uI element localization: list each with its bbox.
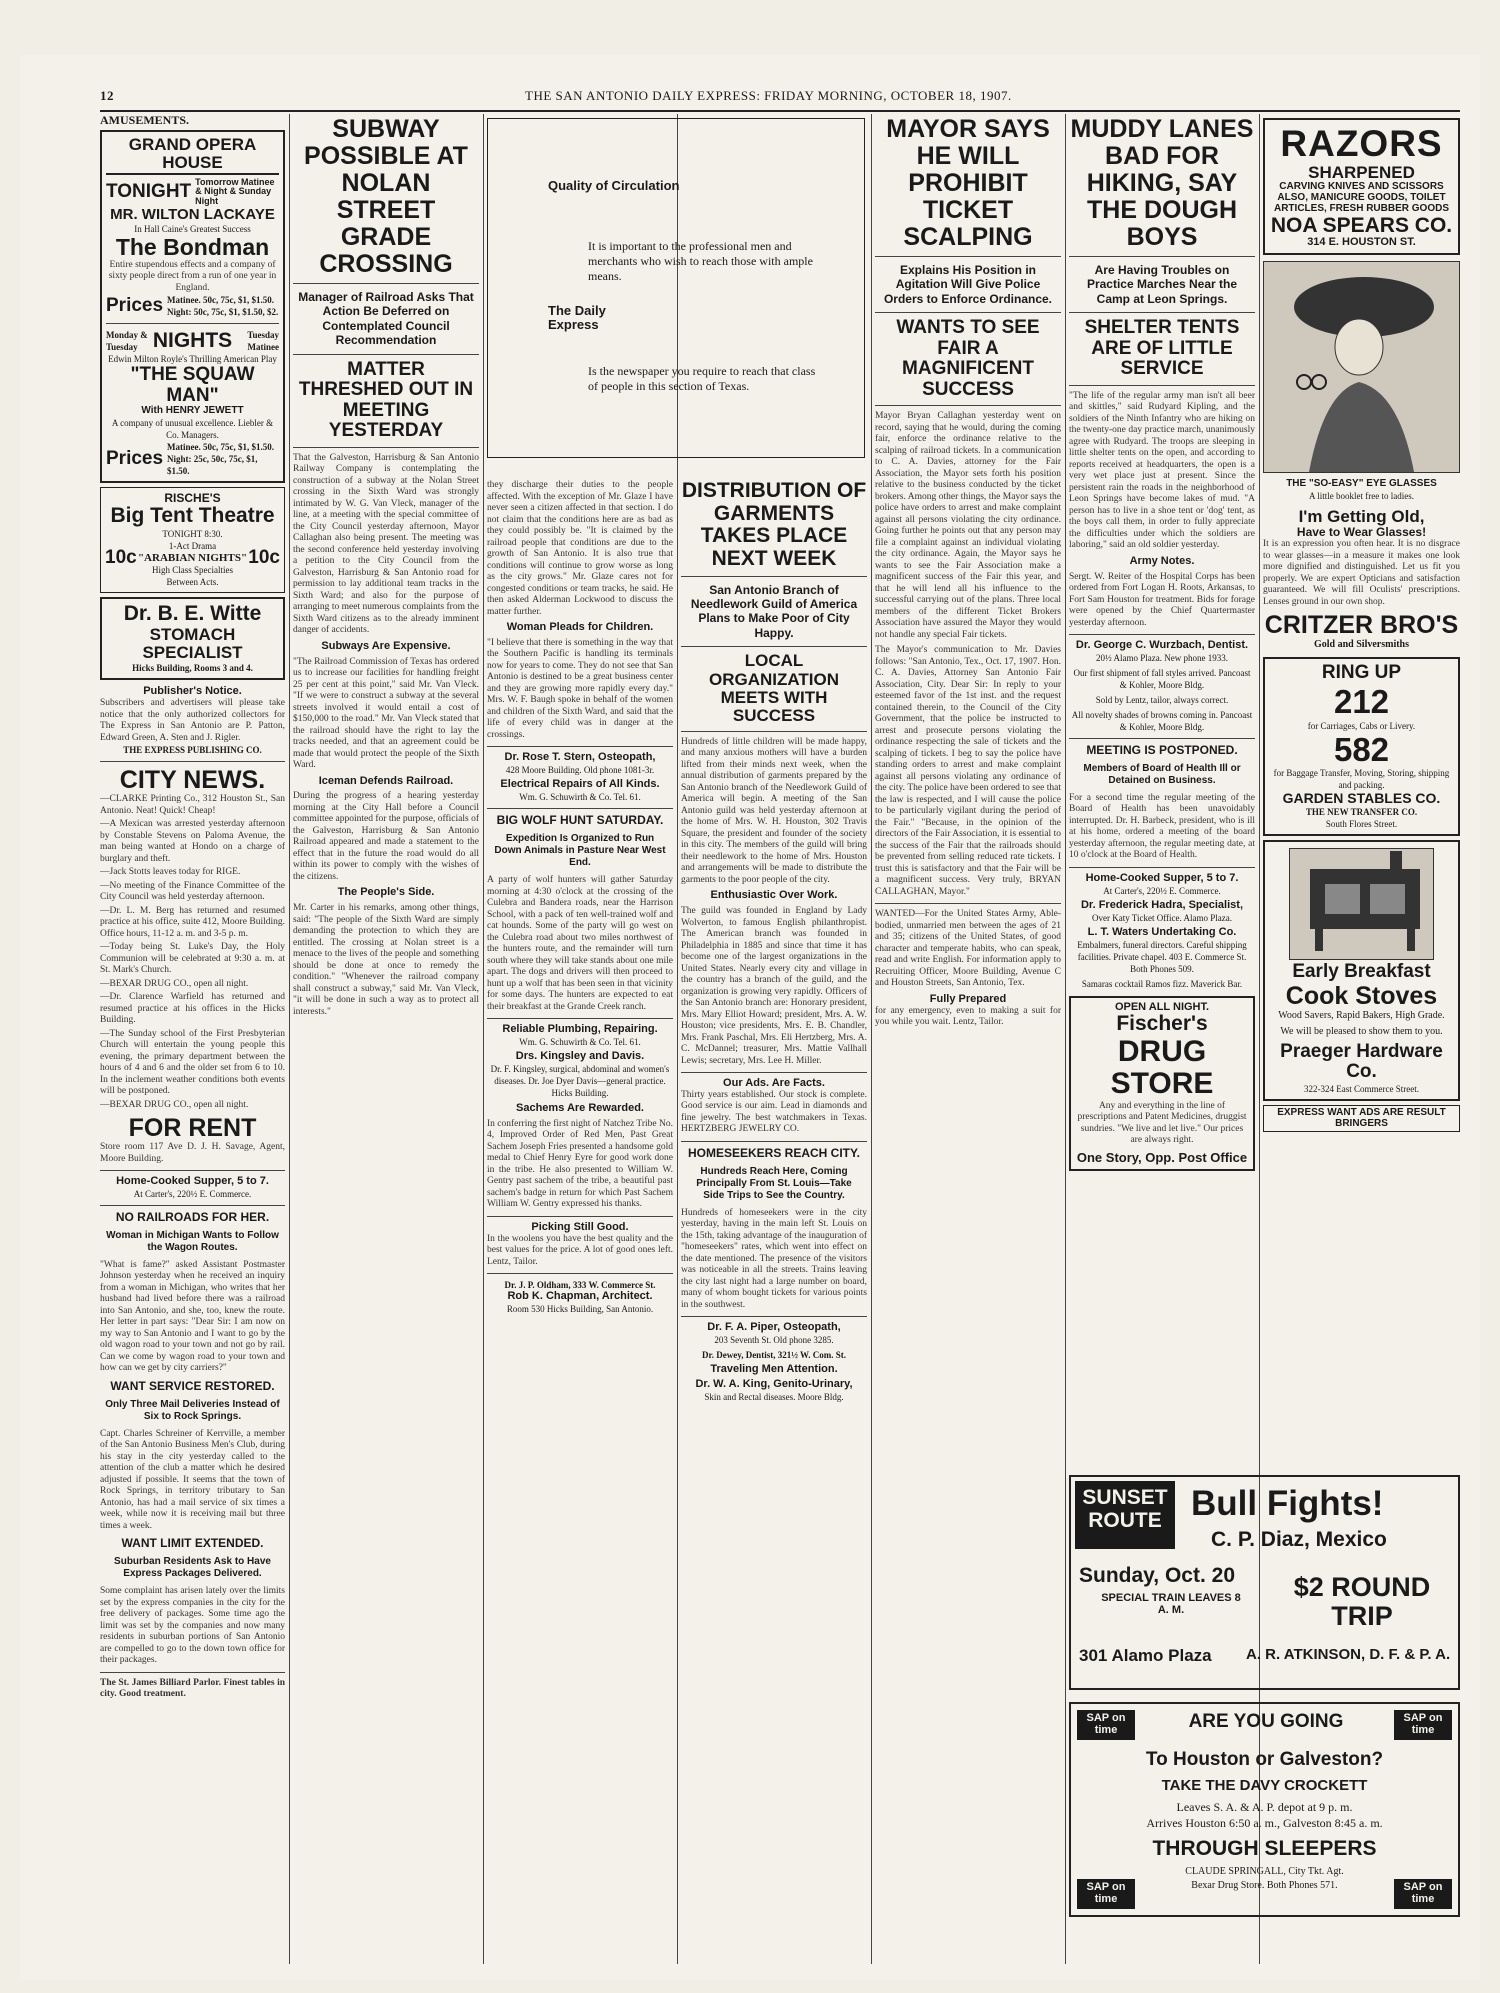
circulation-title: Quality of Circulation (548, 178, 680, 193)
army-notes-heading: Army Notes. (1129, 554, 1195, 567)
ring-up-title: RING UP (1321, 662, 1402, 684)
card-address: Wm. G. Schuwirth & Co. Tel. 61. (519, 1036, 641, 1047)
city-news-item: —Today being St. Luke's Day, the Holy Communion will be celebrated at 9:30 a. m. at St. Mark's Church. (100, 942, 285, 976)
no-railroads-heading: NO RAILROADS FOR HER. (115, 1209, 270, 1224)
column-mayor (875, 114, 1061, 1974)
muddy-body: "The life of the regular army man isn't all beer and skittles," said Rudyard Kipling, and the soldiers of the Ninth Infantry who are hiking on the twenty-one day practice march, unanimously agree with Rudyard. The troops are sleeping in little shelter tents on the open, and according to reports received at headquarters, the open is a very wet place just at present. Since the persistent rain the roads in the neighborhood of Leon Springs have become lakes of mud. "A person has to live in a shoe tent or 'dog' tent, as the boys call them, in order to fully appreciate the difficulties under which the soldiers are laboring," said an old soldier yesterday. (1069, 390, 1255, 551)
tent-owner: RISCHE'S (164, 491, 221, 506)
supper-ad: Home-Cooked Supper, 5 to 7. (116, 1175, 269, 1188)
mayor-headline: MAYOR SAYS HE WILL PROHIBIT TICKET SCALPING (886, 115, 1050, 251)
praeger-name: Praeger Hardware Co. (1280, 1040, 1443, 1083)
waters-card: L. T. Waters Undertaking Co. (1087, 925, 1237, 938)
ad-title: GRAND OPERA HOUSE (106, 136, 279, 175)
supper-address-2: At Carter's, 220½ E. Commerce. (1103, 885, 1221, 896)
for-rent-heading: FOR RENT (128, 1114, 257, 1143)
newspaper-title: THE SAN ANTONIO DAILY EXPRESS: FRIDAY MORNING, OCTOBER 18, 1907. (525, 88, 1012, 103)
ring-up-ad (1263, 657, 1460, 836)
ad-matinee-note: Tomorrow Matinee & Night & Sunday Night (195, 176, 275, 207)
column-rule (483, 114, 484, 1964)
want-limit-heading: WANT LIMIT EXTENDED. (121, 1536, 264, 1551)
stove-pleased: We will be pleased to show them to you. (1280, 1025, 1443, 1037)
woman-deck: Woman in Michigan Wants to Follow the Wagon Routes. (106, 1229, 279, 1253)
column-rule (289, 114, 290, 1964)
fully-prepared-heading: Fully Prepared (929, 992, 1007, 1005)
tent-price-right: 10c (248, 546, 280, 568)
ad-star: MR. WILTON LACKAYE (110, 205, 275, 223)
diaz-line: C. P. Diaz, Mexico (1211, 1528, 1387, 1551)
postponed-headline: MEETING IS POSTPONED. (1086, 742, 1238, 757)
ad-squaw-man: "THE SQUAW MAN" (130, 364, 255, 406)
garments-sub-1: Enthusiastic Over Work. (710, 889, 838, 902)
waters-address: Embalmers, funeral directors. Careful shipping facilities. Private chapel. 403 E. Commerce St. Both Phones 509. (1077, 939, 1247, 974)
razors-body: CARVING KNIVES AND SCISSORS ALSO, MANICURE GOODS, TOILET ARTICLES, FRESH RUBBER GOODS (1273, 181, 1449, 214)
col3-sub-1: Woman Pleads for Children. (506, 621, 654, 633)
ad-prices-label-2: Prices (106, 447, 164, 469)
sap-badge: SAP on time (1394, 1710, 1452, 1740)
supper-address: At Carter's, 220½ E. Commerce. (133, 1188, 252, 1199)
early-breakfast: Early Breakfast (1292, 961, 1431, 983)
open-all-night: OPEN ALL NIGHT. (1114, 1000, 1210, 1013)
column-subway (293, 114, 479, 1974)
supper-ad-2: Home-Cooked Supper, 5 to 7. (1085, 871, 1239, 884)
fall-styles-ad: Our first shipment of fall styles arrived. Pancoast & Kohler, Moore Bldg. (1073, 667, 1251, 690)
dewey-card: Dr. Dewey, Dentist, 321½ W. Com. St. (702, 1350, 846, 1361)
subway-body-3: During the progress of a hearing yesterday morning at the City Hall before a Council committee appointed for the purpose, officials of the Galveston, Harrisburg & San Antonio Railroad appeared and made a statement to the effect that in the future the road would do all within its power to comply with the wishes of the citizens. (293, 791, 479, 882)
want-service-heading: WANT SERVICE RESTORED. (110, 1378, 275, 1393)
special-train: SPECIAL TRAIN LEAVES 8 A. M. (1101, 1592, 1241, 1616)
witte-ad (100, 597, 285, 680)
hadra-address: Over Katy Ticket Office. Alamo Plaza. (1091, 912, 1233, 923)
col3-body-1: they discharge their duties to the people affected. With the exception of Mr. Glaze I have never seen a citizen affected in that section. I do not claim that the conditions here are as bad as they could possibly be. "It is claimed by the railroad people that conditions are due to the growth of San Antonio. It is also true that conditions will continue to grow worse as long as the city grows." Mr. Glaze cares not for congested conditions or team tracks, he said. He then asked Alderman Lockwood to discuss the matter further. (487, 480, 673, 617)
bexar-line: Bexar Drug Store. Both Phones 571. (1191, 1880, 1338, 1891)
sap-badge: SAP on time (1077, 1879, 1135, 1909)
col3-body-2: "I believe that there is something in the way that the Southern Pacific is handling its terminals now for years to come. They do not see that San Antonio is destined to be a great business center and they are growing more rapidly every day." Mrs. W. F. Baugh spoke in behalf of the women and children of the Sixth Ward, and said that the life of every child was in danger at the crossings. (487, 637, 673, 740)
phone-582: 582 (1333, 730, 1390, 768)
ad-jewett: With HENRY JEWETT (141, 405, 244, 417)
cook-stoves: Cook Stoves (1285, 981, 1438, 1010)
flores-street: South Flores Street. (1325, 819, 1398, 830)
baggage-line: for Baggage Transfer, Moving, Storing, shipping and packing. (1273, 768, 1450, 791)
picking-heading: Picking Still Good. (531, 1220, 629, 1233)
are-you-going: ARE YOU GOING (1188, 1711, 1344, 1732)
garments-subheadline: LOCAL ORGANIZATION MEETS WITH SUCCESS (708, 651, 839, 726)
sap-badge: SAP on time (1077, 1710, 1135, 1740)
card-address: 428 Moore Building. Old phone 1081-3r. (505, 765, 655, 776)
city-news-item: —Jack Stotts leaves today for RIGE. (100, 867, 241, 878)
glasses-body: It is an expression you often hear. It is no disgrace to wear glasses—in a measure it makes one look more dignified and distinguished. Let us fit you properly. We are expert Opticians and satisfaction guaranteed. We will fill Oculists' prescriptions. Lenses ground in our own shop. (1263, 539, 1460, 607)
springall-line: CLAUDE SPRINGALL, City Tkt. Agt. (1185, 1866, 1344, 1877)
sachems-body: In conferring the first night of Natchez Tribe No. 4, Improved Order of Red Men, Past Great Sachem Joseph Fries presented a handsome gold medal to Chief Henry Eyre for good work done in the tribe. He also presented to William W. Gentry past sachem of the tribe, a beautiful past sachem's badge in return for which Past Sachem William W. Gentry expressed his thanks. (487, 1118, 673, 1210)
sap-badge: SAP on time (1394, 1879, 1452, 1909)
critzer-sub: Gold and Silversmiths (1313, 639, 1410, 651)
for-rent-body: Store room 117 Ave D. J. H. Savage, Agent, Moore Building. (100, 1142, 285, 1164)
muddy-subheadline: SHELTER TENTS ARE OF LITTLE SERVICE (1084, 317, 1240, 380)
card-name: Electrical Repairs of All Kinds. (500, 778, 660, 791)
masthead-rule (100, 110, 1460, 112)
section-label: AMUSEMENTS. (100, 114, 190, 127)
subway-body-4: Mr. Carter in his remarks, among other things, said: "The people of the Sixth Ward are simply demanding the protection to which they are entitled. The crossing at Nolan street is a menace to the lives of the people and something should be done at once to remedy the condition." "Whenever the railroad company shall construct a subway," said Mr. Van Vleck, "it will be done in such a way as to protect all interests." (293, 903, 479, 1017)
hadra-card: Dr. Frederick Hadra, Specialist, (1080, 898, 1244, 911)
want-service-body: Capt. Charles Schreiner of Kerrville, a member of the San Antonio Business Men's Club, during his stay in the city yesterday called to the attention of the club a matter which he desired adjusted if possible. It seems that the town of Rock Springs, in territory tributary to San Antonio, has had a mail service of six times a week, while now it is receiving mail but three times a week. (100, 1428, 285, 1531)
postponed-body: For a second time the regular meeting of the Board of Health has been unavoidably interrupted. Dr. H. Barbeck, president, who is ill at his home, ordered a meeting of the board yesterday afternoon, the regular meeting date, at 10 o'clock at the Board of Health. (1069, 792, 1255, 861)
subway-sub-1: Subways Are Expensive. (321, 639, 451, 652)
atkinson-line: A. R. ATKINSON, D. F. & P. A. (1246, 1646, 1451, 1663)
chapman-address: Room 530 Hicks Building, San Antonio. (506, 1303, 654, 1314)
wolf-deck: Expedition Is Organized to Run Down Animals in Pasture Near West End. (494, 833, 666, 869)
ad-prices-night-2: Night: 25c, 50c, 75c, $1, $1.50. (167, 454, 258, 477)
one-story: One Story, Opp. Post Office (1076, 1149, 1248, 1165)
to-houston: To Houston or Galveston? (1145, 1749, 1384, 1770)
subway-sub-3: The People's Side. (337, 886, 435, 899)
subway-body-1: That the Galveston, Harrisburg & San Antonio Railway Company is contemplating the construction of a subway at the Nolan Street crossing in the Sixth Ward was strongly intimated by W. G. Van Vleck, manager of the line, at a meeting with the special committee of the City Council yesterday afternoon, Mayor Callaghan also being present. The meeting was the second conference held yesterday involving a petition to the City Council from the Galveston, Harrisburg & San Antonio road for permission to lay additional team tracks in the Sixth Ward; and also for the purpose of arranging to meet numerous complaints from the Sixth Ward citizens as to the already imminent danger of accidents. (293, 452, 479, 636)
drug-store-title: DRUG STORE (1110, 1035, 1214, 1101)
tent-arabian: "ARABIAN NIGHTS" (137, 551, 248, 564)
tent-specialties: High Class Specialties Between Acts. (152, 564, 233, 587)
wurzbach-card: Dr. George C. Wurzbach, Dentist. (1075, 639, 1249, 652)
ad-company: A company of unusual excellence. Liebler & Co. Managers. (111, 418, 274, 441)
subway-subheadline: MATTER THRESHED OUT IN MEETING YESTERDAY (298, 358, 474, 442)
ad-description: Entire stupendous effects and a company of sixty people direct from a run of one year in England. (108, 259, 277, 293)
column-rule (871, 114, 872, 1964)
ad-prices-matinee: Matinee. 50c, 75c, $1, $1.50. (167, 295, 275, 306)
wurzbach-address: 20½ Alamo Plaza. New phone 1933. (1096, 652, 1228, 663)
chapman-card: Rob K. Chapman, Architect. (507, 1290, 653, 1303)
through-sleepers: THROUGH SLEEPERS (1152, 1837, 1377, 1860)
picking-body: In the woolens you have the best quality and the best values for the price. A lot of good ones left. Lentz, Tailor. (487, 1233, 673, 1267)
column-rule (1065, 114, 1066, 1964)
city-news-item: —Dr. Clarence Warfield has returned and resumed practice at his offices in the Hicks Building. (100, 992, 285, 1026)
leaves-line: Leaves S. A. & A. P. depot at 9 p. m. (1176, 1800, 1353, 1814)
lentz-ad: Sold by Lentz, tailor, always correct. (1095, 694, 1229, 705)
sachems-heading: Sachems Are Rewarded. (516, 1101, 644, 1114)
phone-212: 212 (1333, 682, 1390, 720)
city-news-item: —The Sunday school of the First Presbyterian Church will entertain the young people this evening, the primary department between the hours of 4 and 6 and the older set from 6 to 10. In the inclement weather conditions both events will be postponed. (100, 1028, 285, 1097)
postponed-deck: Members of Board of Health Ill or Detained on Business. (1083, 762, 1241, 786)
homeseekers-deck: Hundreds Reach Here, Coming Principally From St. Louis—Take Side Trips to See the Country. (696, 1165, 852, 1201)
witte-name: Dr. B. E. Witte (123, 601, 262, 625)
mayor-body-2: The Mayor's communication to Mr. Davies follows: "San Antonio, Tex., Oct. 17, 1907. Hon. C. A. Davies, Attorney San Antonio Fair Association, City. Dear Sir: In reply to your esteemed favor of the 1st inst. and the request contained therein, to the Council of the City Government, that the police be instructed to arrest and prosecute persons violating the ordinance respecting the sale of tickets and the scalping of tickets. I beg to say the police have standing orders to arrest and make complaint against all persons violating any ordinance of the city. The police have been ordered to see that the law is respected, and I will cause the police to be particularly vigilant during the period of the Fair." "Because, in the opinion of the directors of the Fair Association, it is essential to the success of the Fair that the railroads should be prevented from selling reduced rate tickets. I trust this is satisfactory and that the Fair will be a magnificent success. Very truly, BRYAN CALLAGHAN, Mayor." (875, 645, 1061, 897)
express-want-ads: EXPRESS WANT ADS ARE RESULT BRINGERS (1263, 1105, 1460, 1133)
want-service-deck: Only Three Mail Deliveries Instead of Six to Rock Springs. (105, 1398, 280, 1422)
ad-monday: Monday & Tuesday (106, 330, 148, 353)
city-news-heading: CITY NEWS. (119, 766, 266, 795)
stove-icon (1290, 849, 1440, 959)
column-ads (1263, 114, 1460, 1454)
davy-crockett: TAKE THE DAVY CROCKETT (1161, 1777, 1368, 1794)
so-easy-title: THE "SO-EASY" EYE GLASSES (1286, 478, 1437, 490)
ad-caine: In Hall Caine's Greatest Success (134, 224, 251, 235)
piper-card: Dr. F. A. Piper, Osteopath, (707, 1321, 841, 1334)
ad-prices-matinee-2: Matinee. 50c, 75c, $1, $1.50. (167, 442, 275, 453)
muddy-headline: MUDDY LANES BAD FOR HIKING, SAY THE DOUGH BOYS (1070, 115, 1254, 251)
king-card: Dr. W. A. King, Genito-Urinary, (695, 1378, 853, 1391)
mayor-body-1: Mayor Bryan Callaghan yesterday went on record, saying that he would, during the coming fair, enforce the ordinance relative to the scalping of railroad tickets. In a communication to C. A. Davies, attorney for the Fair Association, the Mayor sets forth his position relative to the business conducted by the ticket brokers. Among other things, the Mayor says the police have orders to arrest and make complaint against all persons violating the city ordinance. Going further he points out that any person may file a complaint against an individual violating the city ordinance. Again, the Mayor says he wants to see the Fair Association make a magnificent success of the Fair this year, and that he will lend all his influence to the successful carrying out of the plans. Three local members of the different Ticket Brokers Association have assured the Mayor they would not handle any special Fair tickets. (875, 411, 1061, 640)
wolf-body: A party of wolf hunters will gather Saturday morning at 4:30 o'clock at the crossing of the Culebra and Bandera roads, near the Harrison School, with a pack of ten well-trained wolf and cat hounds. Some of the party will go west on the Culebra road about two miles northwest of the hunters route, and the remainder will turn south where they will take stands about one mile apart. The dogs and drivers will then proceed to hunt up a wolf that has been seen in that vicinity for some days. The hunters are expected to eat their breakfast at the Grande Creek ranch. (487, 875, 673, 1012)
wolf-headline: BIG WOLF HUNT SATURDAY. (496, 813, 664, 828)
ad-tonight: TONIGHT (106, 181, 192, 203)
ads-facts-heading: Our Ads. Are Facts. (723, 1077, 825, 1090)
ad-prices-night: Night: 50c, 75c, $1, $1.50, $2. (167, 307, 279, 318)
woman-body: "What is fame?" asked Assistant Postmaster Johnson yesterday when he received an inquiry from a woman in Michigan, who writes that her husband had lived before there was a railroad into San Antonio, and she, too, knew the route. Her letter in part says: "Dear Sir: I am now on my way to San Antonio and I want to go by the old wagon road to your town and not go by rail. Can we come by wagon road to your town and how can we get by city carriers?" (100, 1259, 285, 1374)
express-title: The Daily Express (548, 303, 606, 333)
noa-address: 314 E. HOUSTON ST. (1307, 236, 1416, 249)
masthead (100, 88, 1460, 108)
king-address: Skin and Rectal diseases. Moore Bldg. (704, 1392, 844, 1403)
army-notes-body: Sergt. W. Reiter of the Hospital Corps has been ordered from Fort Logan H. Roots, Arkansas, to Fort Sam Houston for treatment. Bids for forage were opened by the Chief Quartermaster yesterday afternoon. (1069, 571, 1255, 628)
ad-tuesday: Tuesday Matinee (247, 330, 279, 353)
card-name: Dr. Rose T. Stern, Osteopath, (504, 751, 656, 764)
notice-sign: THE EXPRESS PUBLISHING CO. (123, 745, 262, 756)
ad-royle: Edwin Milton Royle's Thrilling American Play (108, 354, 277, 365)
garments-body-1: Hundreds of little children will be made happy, and many anxious mothers will have a burden lifted from their minds next week, when the annual distribution of garments prepared by the San Antonio branch of the Needlework Guild of America will begin. A meeting of the San Antonio guild was held yesterday afternoon at the home of Mrs. W. H. Houston, 302 Travis Square, the president and founder of the society in this city. The members of the guild will bring their needlework to the home of Mrs. Houston and arrangements will be made to distribute the garments to the poor people of the city. (681, 736, 867, 885)
stove-illustration (1289, 848, 1434, 960)
want-limit-deck: Suburban Residents Ask to Have Express Packages Delivered. (114, 1556, 271, 1580)
express-body: Is the newspaper you require to reach that class of people in this section of Texas. (588, 364, 816, 393)
city-news-item: —No meeting of the Finance Committee of the City Council was held yesterday afternoon. (100, 880, 285, 903)
card-address: Dr. F. Kingsley, surgical, abdominal and women's diseases. Dr. Joe Dyer Davis—general practice. Hicks Building. (490, 1063, 670, 1098)
bull-fights-ad (1069, 1475, 1460, 1690)
sunset-route-box (1075, 1481, 1175, 1549)
ad-nights: NIGHTS (152, 329, 233, 353)
oldham-card: Dr. J. P. Oldham, 333 W. Commerce St. (504, 1280, 656, 1291)
subway-sub-2: Iceman Defends Railroad. (318, 774, 454, 787)
page-number: 12 (100, 88, 114, 103)
col3-ads (487, 1024, 673, 1099)
getting-old-headline: I'm Getting Old, (1298, 507, 1425, 527)
notice-body: Subscribers and advertisers will please take notice that the only authorized collectors for The Express in San Antonio are P. Patton, Edward Green, A. Sten and J. Rigler. (100, 698, 285, 743)
card-address: Wm. G. Schuwirth & Co. Tel. 61. (519, 792, 641, 803)
bull-fights-title: Bull Fights! (1191, 1484, 1384, 1523)
column-garments (681, 480, 867, 1970)
notice-title: Publisher's Notice. (143, 685, 242, 698)
sharpened-title: SHARPENED (1308, 162, 1415, 182)
homeseekers-headline: HOMESEEKERS REACH CITY. (687, 1145, 861, 1160)
card-name: Reliable Plumbing, Repairing. (502, 1023, 658, 1036)
arrives-line: Arrives Houston 6:50 a. m., Galveston 8:45 a. m. (1146, 1816, 1383, 1830)
column-3-lower (487, 480, 673, 1970)
booklet-line: A little booklet free to ladies. (1309, 491, 1414, 502)
garments-headline: DISTRIBUTION OF GARMENTS TAKES PLACE NEXT WEEK (681, 480, 867, 571)
samaras-ad: Samaras cocktail Ramos fizz. Maverick Bar. (1081, 978, 1243, 989)
card-name: Drs. Kingsley and Davis. (515, 1049, 645, 1062)
novelty-ad: All novelty shades of browns coming in. Pancoast & Kohler, Moore Bldg. (1071, 709, 1253, 732)
critzer-name: CRITZER BRO'S (1264, 611, 1459, 640)
tent-price-left: 10c (105, 546, 137, 568)
noa-spears: NOA SPEARS CO. (1270, 213, 1453, 237)
davy-crockett-ad (1069, 1702, 1460, 1917)
column-amusements (100, 114, 285, 1974)
witte-specialty: STOMACH SPECIALIST (142, 624, 243, 662)
ads-facts-body: Thirty years established. Our stock is complete. Good service is our aim. Lead in diamonds and fine jewelry. The best watchmakers in Texas. HERTZBERG JEWELRY CO. (681, 1089, 867, 1135)
city-news-item: —CLARKE Printing Co., 312 Houston St., San Antonio. Neat! Quick! Cheap! (100, 794, 285, 816)
city-news-item: —Dr. L. M. Berg has returned and resumed practice at his office, suite 412, Moore Building. Office hours, 11-12 a. m. and 3-5 p. m. (100, 905, 285, 939)
round-trip: $2 ROUND TRIP (1293, 1572, 1431, 1632)
transfer-co: THE NEW TRANSFER CO. (1305, 807, 1418, 818)
fully-prepared-body: for any emergency, even to making a suit for you while you wait. Lentz, Tailor. (875, 1005, 1061, 1028)
circulation-ad (487, 118, 865, 458)
woman-hat-icon (1264, 262, 1459, 472)
witte-address: Hicks Building, Rooms 3 and 4. (132, 663, 253, 674)
subway-body-2: "The Railroad Commission of Texas has ordered us to increase our facilities for handling freight 25 per cent at this point," said Mr. Van Vleck. "If we were to construct a subway at the several streets involved it would entail a cost of $150,000 to the road." Mr. Van Vleck stated that the railroad should have the right to lay the tracks needed, and that an agreement could be made that would protect the people of the Sixth Ward. (293, 656, 479, 770)
circulation-body: It is important to the professional men and merchants who wish to reach those with ample means. (588, 239, 813, 283)
opera-house-ad (100, 130, 285, 483)
tent-title: Big Tent Theatre (110, 504, 275, 528)
subway-deck: Manager of Railroad Asks That Action Be Deferred on Contemplated Council Recommendation (298, 290, 474, 348)
sunset-label: SUNSET (1082, 1486, 1168, 1509)
wanted-ad: WANTED—For the United States Army, Able-bodied, unmarried men between the ages of 21 and 35; citizens of the United States, of good character and temperate habits, who can speak, read and write English. For information apply to Recruiting Officer, Moore Building, Avenue C and Houston Streets, San Antonio, Tex. (875, 909, 1061, 989)
traveling-card: Traveling Men Attention. (710, 1363, 838, 1376)
stove-body: Wood Savers, Rapid Bakers, High Grade. (1278, 1009, 1445, 1021)
piper-address: 203 Seventh St. Old phone 3285. (714, 1335, 834, 1346)
city-news-list (100, 794, 285, 1111)
column-army (1069, 114, 1255, 1474)
tent-act: 1-Act Drama (168, 540, 217, 551)
city-news-item: —A Mexican was arrested yesterday afternoon by Constable Stevens on Paloma Avenue, the man being wanted at Hondo on a charge of burglary and theft. (100, 819, 285, 864)
sunday-line: Sunday, Oct. 20 (1079, 1564, 1235, 1587)
route-label: ROUTE (1088, 1508, 1162, 1532)
stove-ad (1263, 840, 1460, 1101)
ad-prices-label: Prices (106, 295, 164, 317)
praeger-address: 322-324 East Commerce Street. (1304, 1083, 1419, 1094)
professional-cards (487, 752, 673, 803)
muddy-deck: Are Having Troubles on Practice Marches Near the Camp at Leon Springs. (1086, 263, 1238, 306)
want-limit-body: Some complaint has arisen lately over the limits set by the express companies in the city for the free delivery of packages. Some time ago the limit was set by the companies and now many residents in suburban portions of San Antonio are compelled to go to the down town office for their packages. (100, 1586, 285, 1666)
garden-stables: GARDEN STABLES CO. (1282, 790, 1441, 807)
garments-body-2: The guild was founded in England by Lady Wolverton, to famous English philanthropist. The American branch was founded in Philadelphia in 1885 and since that time it has become one of the largest organizations in the United States. Nearly every city and village in the country has a branch of the guild, and the organization is growing very rapidly. Officers of the San Antonio branch are: Honorary president, Mrs. Mary Elliot Howard; president, Mrs. A. W. Houston; vice presidents, Mrs. E. B. Chandler, Mrs. Frank Paschal, Mrs. Eli Hertzberg, Mrs. A. C. McDannel; treasurer, Mrs. Mattie Vallhall Lewis; secretary, Mrs. Lee H. Miller. (681, 906, 867, 1066)
carriage-line: for Carriages, Cabs or Livery. (1307, 720, 1416, 731)
subway-headline: SUBWAY POSSIBLE AT NOLAN STREET GRADE CROSSING (304, 115, 468, 278)
tent-tonight: TONIGHT 8:30. (162, 528, 223, 539)
mayor-deck: Explains His Position in Agitation Will Give Police Orders to Enforce Ordinance. (883, 263, 1053, 306)
ad-play-title: The Bondman (115, 234, 270, 261)
drug-store-body: Any and everything in the line of prescriptions and Patent Medicines, druggist sundries. "We live and let live." Our prices are always right. (1077, 1100, 1247, 1146)
eyeglasses-illustration (1263, 261, 1460, 473)
fischers-ad (1069, 996, 1255, 1171)
fischers-name: Fischer's (1116, 1012, 1208, 1036)
razors-title: RAZORS (1280, 123, 1443, 164)
tent-theatre-ad (100, 487, 285, 593)
billiard-ad: The St. James Billiard Parlor. Finest tables in city. Good treatment. (100, 1677, 285, 1700)
have-to-wear: Have to Wear Glasses! (1296, 525, 1427, 540)
city-news-item: —BEXAR DRUG CO., open all night. (100, 1099, 249, 1110)
garments-deck: San Antonio Branch of Needlework Guild of America Plans to Make Poor of City Happy. (690, 582, 858, 640)
mayor-subheadline: WANTS TO SEE FAIR A MAGNIFICENT SUCCESS (896, 317, 1040, 400)
homeseekers-body: Hundreds of homeseekers were in the city yesterday, having in the main left St. Louis on the 15th, taking advantage of the inauguration of "homeseekers" rates, which went into effect on the date mentioned. The presence of the visitors was noticeable in all the streets. Trains leaving the city last night had a large number on board, many of whom bought tickets for various points in the southwest. (681, 1207, 867, 1310)
city-news-item: —BEXAR DRUG CO., open all night. (100, 978, 249, 989)
razors-ad (1263, 118, 1460, 255)
alamo-plaza: 301 Alamo Plaza (1079, 1646, 1212, 1665)
